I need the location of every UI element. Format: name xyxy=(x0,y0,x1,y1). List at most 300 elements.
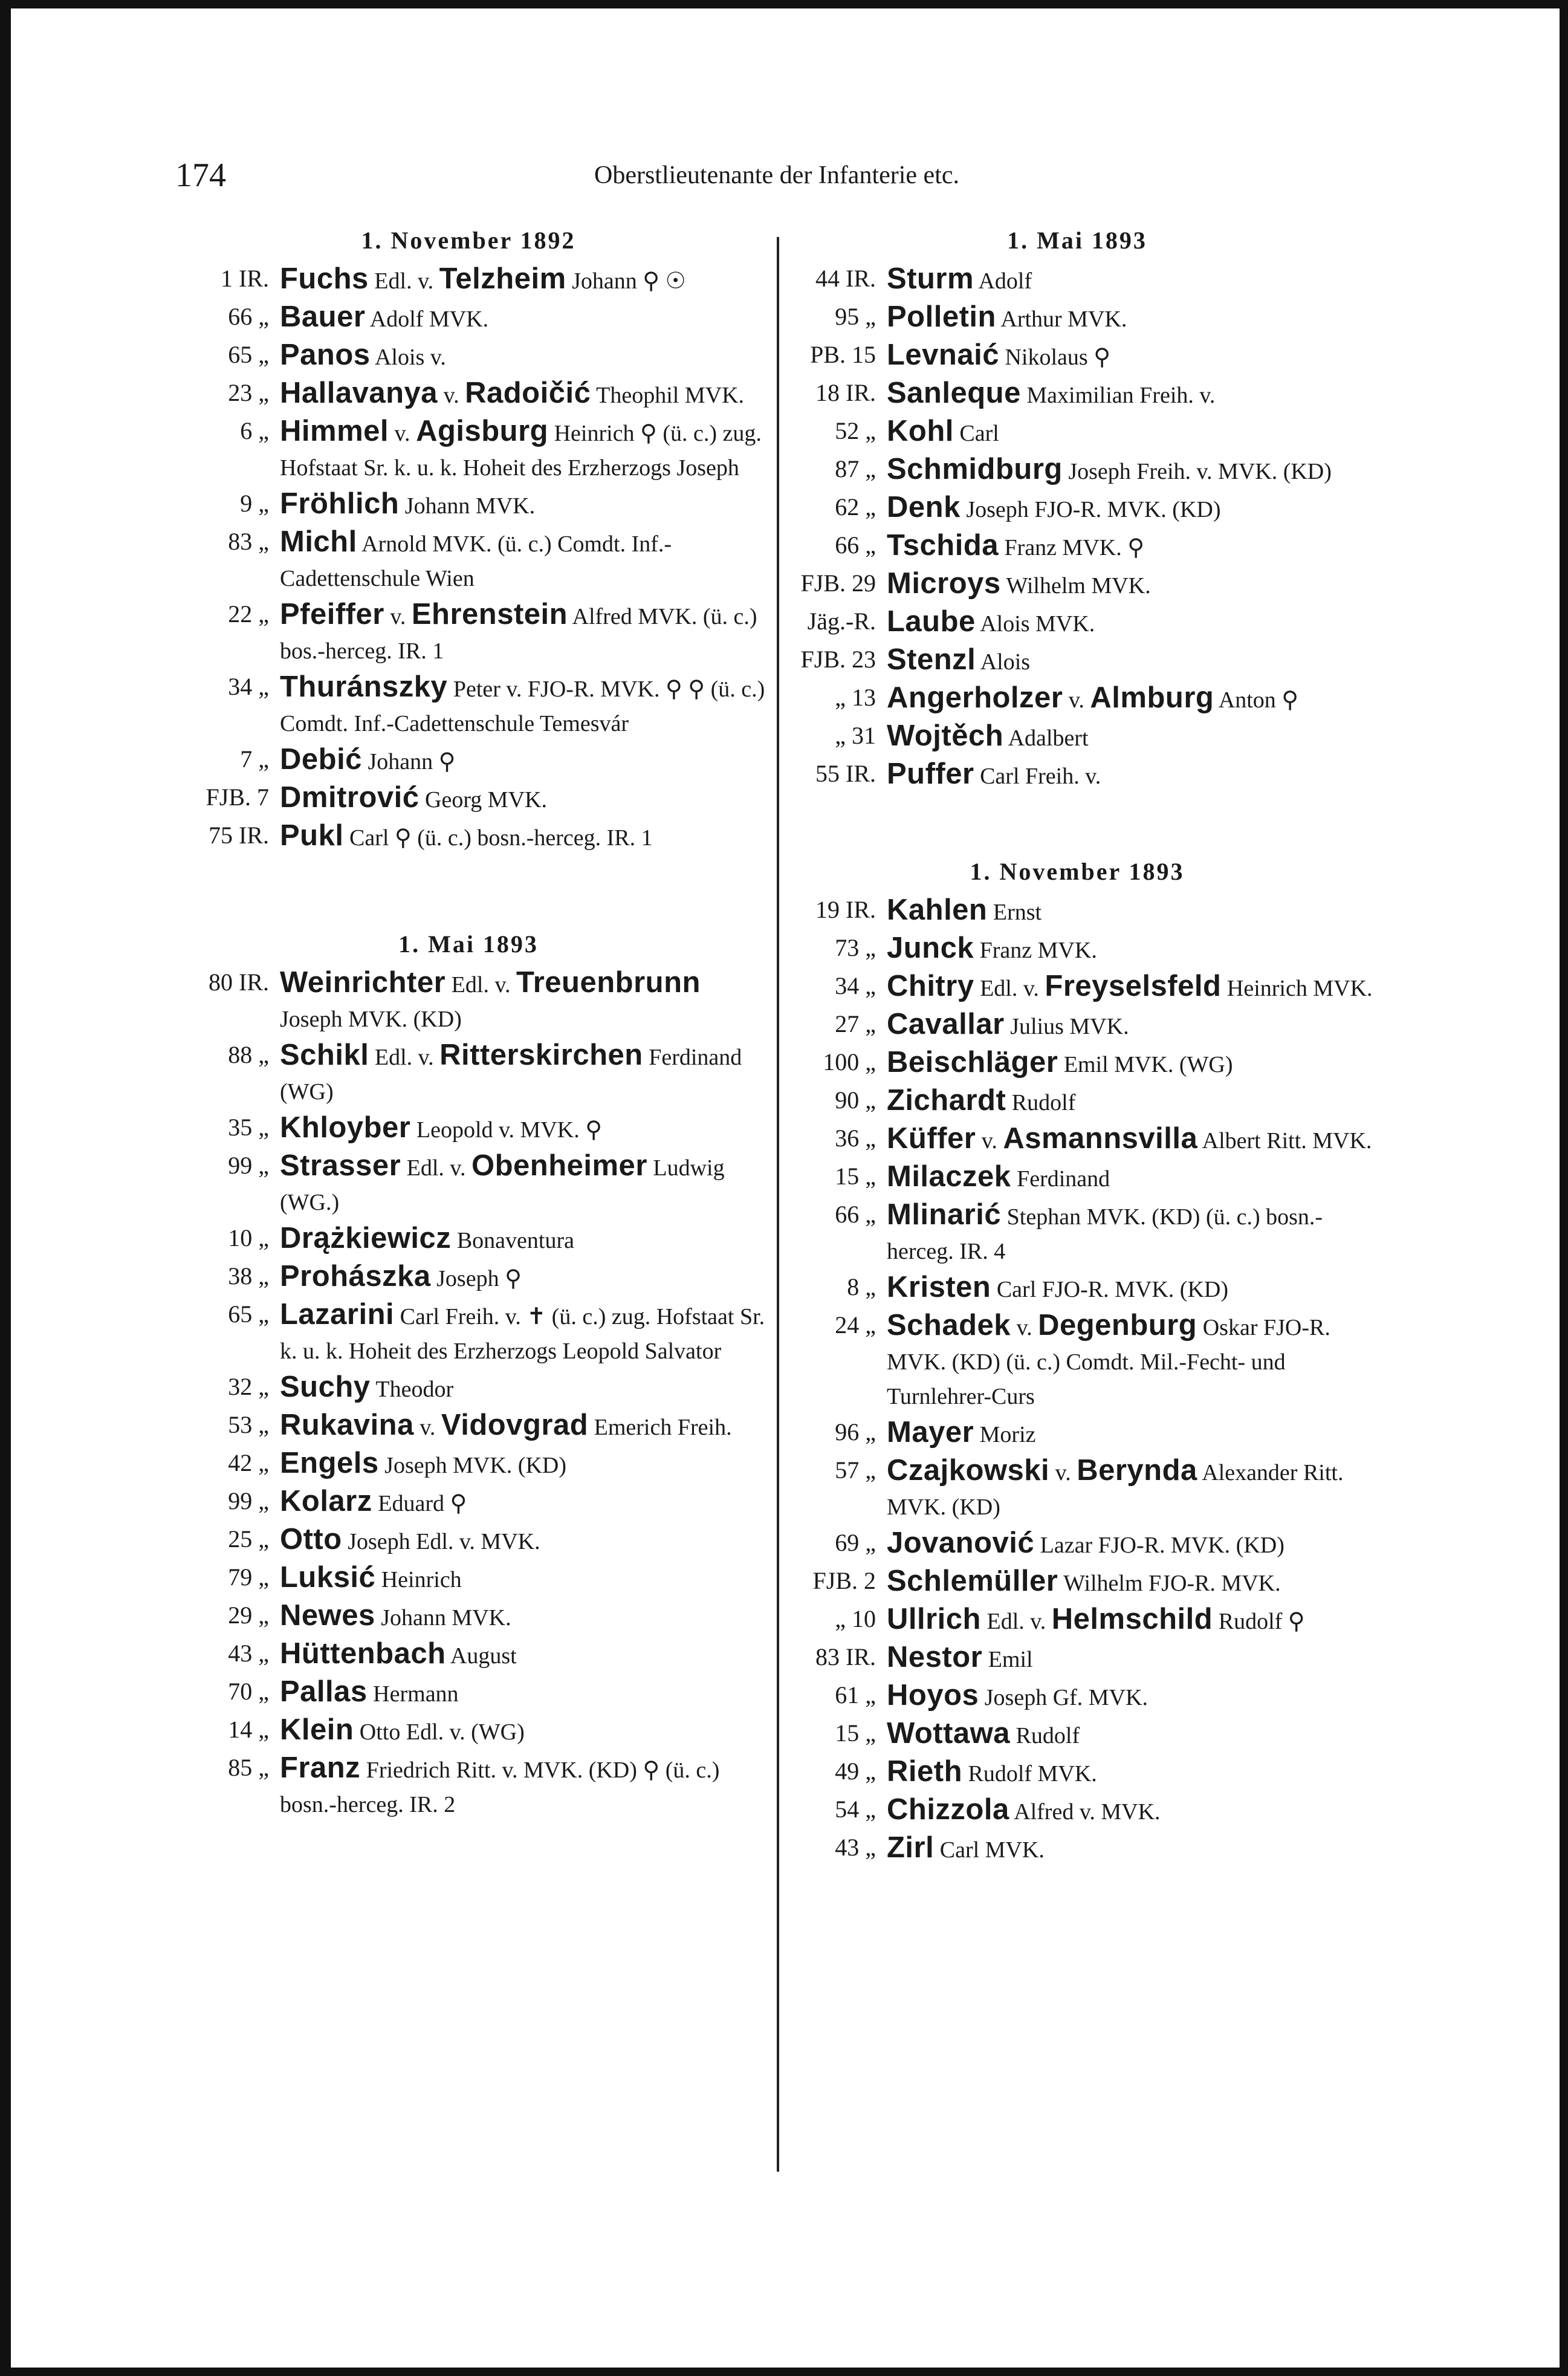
roster-entry xyxy=(775,298,1379,336)
entry-details: Franz MVK. ⚲ xyxy=(999,535,1145,560)
roster-entry xyxy=(169,485,768,523)
unit-rank-number: 61 „ xyxy=(835,1681,876,1709)
surname: Denk xyxy=(887,491,961,524)
entry-text xyxy=(280,1406,768,1444)
entry-text xyxy=(280,298,768,336)
surname: Schmidburg xyxy=(887,453,1063,485)
entry-text xyxy=(887,298,1379,336)
surname: Czajkowski xyxy=(887,1454,1050,1487)
entry-text xyxy=(887,717,1379,755)
roster-entry xyxy=(169,1368,768,1406)
unit-rank-number: 10 „ xyxy=(228,1224,269,1251)
entry-details: Johann ⚲ xyxy=(361,749,456,774)
surname: Küffer xyxy=(887,1122,976,1155)
entry-text xyxy=(887,755,1379,793)
roster-entry xyxy=(775,1452,1379,1524)
predicate-name: Ehrenstein xyxy=(411,598,568,631)
entry-text xyxy=(280,1597,768,1635)
roster-entry xyxy=(169,1482,768,1521)
entry-details-2: Ferdinand (WG) xyxy=(280,1045,742,1105)
roster-entry xyxy=(775,1638,1379,1677)
left-column xyxy=(169,225,768,1822)
running-title: Oberstlieutenante der Infanterie etc. xyxy=(594,161,960,189)
entry-details: Adalbert xyxy=(1003,725,1089,751)
surname: Angerholzer xyxy=(887,681,1063,714)
surname: Klein xyxy=(280,1713,354,1746)
entry-text xyxy=(280,1482,768,1521)
unit-rank-number: 15 „ xyxy=(835,1163,876,1190)
surname: Puffer xyxy=(887,758,974,790)
entry-details: Adolf xyxy=(974,268,1032,294)
roster-entry xyxy=(775,1524,1379,1562)
entry-text xyxy=(887,450,1379,489)
entry-details: Arthur MVK. xyxy=(996,307,1127,332)
unit-rank-number: 80 IR. xyxy=(209,969,269,996)
surname: Hüttenbach xyxy=(280,1637,446,1670)
unit-rank-number: 90 „ xyxy=(835,1086,876,1114)
entry-details: Carl FJO-R. MVK. (KD) xyxy=(991,1277,1228,1302)
entry-text xyxy=(887,565,1379,603)
unit-rank-number: 100 „ xyxy=(823,1048,876,1076)
page-number: 174 xyxy=(175,157,226,194)
unit-rank-number: 8 „ xyxy=(847,1273,876,1300)
predicate-name: Telzheim xyxy=(439,262,566,295)
surname: Pfeiffer xyxy=(280,598,384,631)
entry-text xyxy=(887,527,1379,565)
unit-rank-number: 88 „ xyxy=(228,1041,269,1068)
entry-details: Ferdinand xyxy=(1011,1166,1110,1192)
predicate-name: Treuenbrunn xyxy=(516,966,701,999)
entry-text xyxy=(280,1296,768,1368)
unit-rank-number: FJB. 2 xyxy=(812,1567,876,1594)
unit-rank-number: „ 31 xyxy=(835,722,876,749)
entry-details: Leopold v. MVK. ⚲ xyxy=(410,1117,603,1143)
surname: Panos xyxy=(280,339,371,371)
entry-details: Stephan MVK. (KD) (ü. c.) bosn.-herceg. IR. 4 xyxy=(887,1204,1323,1264)
roster-entry xyxy=(775,336,1379,374)
unit-rank-number: PB. 15 xyxy=(810,341,876,368)
entry-text xyxy=(280,1521,768,1559)
roster-entry xyxy=(169,1749,768,1822)
roster-entry xyxy=(169,596,768,668)
entry-details: Adolf MVK. xyxy=(365,307,489,332)
roster-entry xyxy=(775,1196,1379,1268)
unit-rank-number: 99 „ xyxy=(228,1152,269,1179)
roster-entry xyxy=(775,1829,1379,1867)
entry-text xyxy=(887,1829,1379,1867)
predicate-name: Helmschild xyxy=(1051,1603,1213,1635)
entry-details: Bonaventura xyxy=(451,1228,574,1253)
entry-details: Edl. v. xyxy=(974,976,1045,1001)
surname: Otto xyxy=(280,1523,342,1556)
roster-entry xyxy=(775,1753,1379,1791)
unit-rank-number: FJB. 23 xyxy=(800,646,876,673)
entry-text xyxy=(280,964,768,1036)
roster-entry xyxy=(169,1521,768,1559)
entry-details: Joseph MVK. (KD) xyxy=(378,1453,566,1478)
entry-details: Carl Freih. v. ✝ (ü. c.) zug. Hofstaat Sr. k. u. k. Hoheit des Erzherzogs Leopold Salvator xyxy=(280,1304,765,1364)
entry-details: Otto Edl. v. (WG) xyxy=(354,1719,525,1745)
predicate-name: Ritterskirchen xyxy=(439,1039,643,1071)
entry-details-2: Theophil MVK. xyxy=(591,383,745,408)
surname: Engels xyxy=(280,1447,379,1479)
entry-details: Joseph ⚲ xyxy=(430,1266,522,1291)
entry-details: Joseph Edl. v. MVK. xyxy=(342,1529,540,1554)
entry-details-2: Johann ⚲ ☉ xyxy=(566,268,686,294)
roster-entry xyxy=(775,1562,1379,1600)
entry-text xyxy=(887,1638,1379,1677)
entry-text xyxy=(887,1452,1379,1524)
surname: Weinrichter xyxy=(280,966,446,999)
roster-entry xyxy=(169,1258,768,1296)
surname: Nestor xyxy=(887,1641,983,1673)
entry-details: Franz MVK. xyxy=(974,938,1097,963)
roster-entry xyxy=(775,1791,1379,1829)
surname: Debić xyxy=(280,743,362,776)
entry-details: Friedrich Ritt. v. MVK. (KD) ⚲ (ü. c.) bosn.-herceg. IR. 2 xyxy=(280,1758,720,1817)
entry-text xyxy=(887,1005,1379,1044)
unit-rank-number: 44 IR. xyxy=(815,265,876,292)
roster-entry xyxy=(775,1268,1379,1306)
entry-text xyxy=(887,412,1379,450)
roster-entry xyxy=(775,1120,1379,1158)
predicate-name: Vidovgrad xyxy=(441,1409,589,1441)
roster-entry xyxy=(775,527,1379,565)
entry-text xyxy=(887,967,1379,1005)
roster-entry xyxy=(775,1715,1379,1753)
entry-details: Carl ⚲ (ü. c.) bosn.-herceg. IR. 1 xyxy=(343,825,653,851)
entry-text xyxy=(887,679,1379,717)
unit-rank-number: 83 IR. xyxy=(815,1643,876,1670)
roster-entry xyxy=(169,1444,768,1482)
entry-text xyxy=(887,1306,1379,1414)
surname: Franz xyxy=(280,1751,361,1784)
roster-entry xyxy=(775,1005,1379,1044)
unit-rank-number: 6 „ xyxy=(240,417,269,444)
entry-details: Ernst xyxy=(987,900,1042,925)
unit-rank-number: 85 „ xyxy=(228,1754,269,1781)
entry-text xyxy=(887,1414,1379,1452)
entry-text xyxy=(280,1219,768,1258)
roster-entry xyxy=(775,374,1379,412)
surname: Chitry xyxy=(887,970,974,1002)
section-title: 1. November 1892 xyxy=(361,227,576,254)
surname: Stenzl xyxy=(887,643,976,676)
unit-rank-number: 66 „ xyxy=(835,1201,876,1228)
entry-details: v. xyxy=(1049,1460,1077,1485)
unit-rank-number: „ 10 xyxy=(835,1605,876,1632)
predicate-name: Agisburg xyxy=(416,415,549,447)
unit-rank-number: „ 13 xyxy=(835,684,876,711)
unit-rank-number: 27 „ xyxy=(835,1010,876,1037)
surname: Levnaić xyxy=(887,339,999,371)
surname: Schlemüller xyxy=(887,1565,1058,1597)
roster-entry xyxy=(775,1082,1379,1120)
surname: Pukl xyxy=(280,819,344,852)
entry-text xyxy=(887,1600,1379,1638)
unit-rank-number: 87 „ xyxy=(835,455,876,482)
surname: Sanleque xyxy=(887,377,1021,409)
entry-details: Georg MVK. xyxy=(419,787,547,813)
entry-details: v. xyxy=(976,1128,1003,1154)
entry-details-2: Heinrich MVK. xyxy=(1221,976,1373,1001)
entry-details: Rudolf MVK. xyxy=(962,1761,1097,1787)
roster-entry xyxy=(169,1036,768,1109)
predicate-name: Freyselsfeld xyxy=(1045,970,1222,1002)
entry-text xyxy=(887,891,1379,929)
entry-text xyxy=(280,1635,768,1673)
unit-rank-number: 75 IR. xyxy=(209,822,269,849)
entry-details: Rudolf xyxy=(1010,1723,1080,1748)
roster-entry xyxy=(775,1306,1379,1414)
entry-details: Joseph Freih. v. MVK. (KD) xyxy=(1062,459,1332,484)
roster-entry xyxy=(169,1406,768,1444)
roster-entry xyxy=(169,817,768,855)
roster-entry xyxy=(775,450,1379,489)
entry-details: Maximilian Freih. v. xyxy=(1020,383,1216,408)
unit-rank-number: 99 „ xyxy=(228,1487,269,1514)
unit-rank-number: 7 „ xyxy=(240,745,269,773)
entry-text xyxy=(280,485,768,523)
unit-rank-number: 52 „ xyxy=(835,417,876,444)
entry-text xyxy=(280,1673,768,1711)
entry-details: v. xyxy=(384,604,412,629)
surname: Schadek xyxy=(887,1309,1011,1342)
unit-rank-number: 35 „ xyxy=(228,1114,269,1141)
surname: Zirl xyxy=(887,1831,935,1864)
surname: Wojtěch xyxy=(887,719,1004,752)
entry-details: Joseph FJO-R. MVK. (KD) xyxy=(960,497,1221,522)
surname: Jovanović xyxy=(887,1527,1035,1559)
surname: Rieth xyxy=(887,1755,962,1788)
surname: Hallavanya xyxy=(280,377,438,409)
entry-text xyxy=(280,412,768,485)
surname: Rukavina xyxy=(280,1409,414,1441)
surname: Mayer xyxy=(887,1416,974,1449)
entry-text xyxy=(280,1147,768,1219)
roster-entry xyxy=(169,964,768,1036)
unit-rank-number: 49 „ xyxy=(835,1758,876,1785)
entry-details: Arnold MVK. (ü. c.) Comdt. Inf.-Cadettenschule Wien xyxy=(280,531,672,591)
entry-text xyxy=(280,1559,768,1597)
unit-rank-number: 54 „ xyxy=(835,1796,876,1823)
roster-entry xyxy=(775,679,1379,717)
surname: Fröhlich xyxy=(280,487,400,520)
roster-entry xyxy=(169,298,768,336)
surname: Kahlen xyxy=(887,894,988,926)
entry-text xyxy=(887,1158,1379,1196)
entry-details: v. xyxy=(1011,1315,1038,1340)
entry-details-2: Joseph MVK. (KD) xyxy=(280,1007,462,1032)
unit-rank-number: 36 „ xyxy=(835,1125,876,1152)
entry-text xyxy=(887,1753,1379,1791)
roster-entry xyxy=(169,1597,768,1635)
entry-details-2: Oskar FJO-R. MVK. (KD) (ü. c.) Comdt. Mil.-Fecht- und Turnlehrer-Curs xyxy=(887,1315,1330,1409)
entry-details: Eduard ⚲ xyxy=(372,1491,467,1516)
entry-text xyxy=(280,817,768,855)
surname: Cavallar xyxy=(887,1008,1005,1040)
unit-rank-number: 55 IR. xyxy=(815,760,876,787)
entry-text xyxy=(887,1120,1379,1158)
unit-rank-number: 32 „ xyxy=(228,1373,269,1400)
section-title: 1. Mai 1893 xyxy=(398,930,539,958)
roster-entry xyxy=(775,1677,1379,1715)
surname: Beischläger xyxy=(887,1046,1058,1079)
unit-rank-number: 66 „ xyxy=(228,303,269,330)
entry-details: Edl. v. xyxy=(401,1155,471,1181)
unit-rank-number: 95 „ xyxy=(835,303,876,330)
surname: Microys xyxy=(887,567,1001,600)
roster-entry xyxy=(169,1673,768,1711)
surname: Michl xyxy=(280,525,357,558)
unit-rank-number: 38 „ xyxy=(228,1262,269,1290)
roster-entry xyxy=(169,668,768,741)
entry-text xyxy=(280,1036,768,1109)
unit-rank-number: 53 „ xyxy=(228,1411,269,1438)
unit-rank-number: 70 „ xyxy=(228,1678,269,1705)
unit-rank-number: 1 IR. xyxy=(221,265,269,292)
entry-details: Theodor xyxy=(370,1377,454,1402)
entry-details: Joseph Gf. MVK. xyxy=(979,1685,1148,1710)
roster-entry xyxy=(775,603,1379,641)
entry-text xyxy=(280,779,768,817)
entry-details: Johann MVK. xyxy=(399,493,536,519)
entry-text xyxy=(280,1711,768,1749)
entry-text xyxy=(280,1444,768,1482)
roster-entry xyxy=(775,929,1379,967)
entry-details: Carl xyxy=(953,421,999,446)
unit-rank-number: 79 „ xyxy=(228,1563,269,1591)
entry-details: Edl. v. xyxy=(980,1609,1052,1634)
roster-entry xyxy=(775,1414,1379,1452)
surname: Polletin xyxy=(887,300,996,333)
entry-details-2: Anton ⚲ xyxy=(1214,687,1299,713)
predicate-name: Degenburg xyxy=(1038,1309,1197,1342)
roster-entry xyxy=(169,741,768,779)
page-header xyxy=(175,156,1378,198)
surname: Zichardt xyxy=(887,1084,1006,1117)
entry-details: Alois v. xyxy=(370,345,446,370)
predicate-name: Radoičić xyxy=(465,377,591,409)
roster-entry xyxy=(775,755,1379,793)
roster-entry xyxy=(775,565,1379,603)
roster-entry xyxy=(169,412,768,485)
entry-text xyxy=(280,1258,768,1296)
entry-text xyxy=(887,1268,1379,1306)
surname: Ullrich xyxy=(887,1603,981,1635)
unit-rank-number: 23 „ xyxy=(228,379,269,406)
entry-text xyxy=(280,260,768,298)
entry-text xyxy=(887,489,1379,527)
unit-rank-number: 18 IR. xyxy=(815,379,876,406)
predicate-name: Obenheimer xyxy=(471,1149,647,1182)
entry-details: Alois MVK. xyxy=(975,611,1095,637)
entry-details: Emil xyxy=(982,1647,1033,1672)
entry-details: Alois xyxy=(976,649,1031,675)
entry-details: Rudolf xyxy=(1006,1090,1076,1115)
entry-text xyxy=(887,641,1379,679)
surname: Pallas xyxy=(280,1675,368,1708)
surname: Kohl xyxy=(887,415,954,447)
surname: Kolarz xyxy=(280,1485,372,1517)
roster-entry xyxy=(169,1147,768,1219)
section-gap xyxy=(775,793,1379,856)
unit-rank-number: 73 „ xyxy=(835,934,876,961)
entry-text xyxy=(280,374,768,412)
roster-entry xyxy=(169,1219,768,1258)
unit-rank-number: 65 „ xyxy=(228,341,269,368)
surname: Lazarini xyxy=(280,1298,395,1331)
unit-rank-number: 96 „ xyxy=(835,1418,876,1446)
entry-text xyxy=(887,336,1379,374)
entry-text xyxy=(887,1715,1379,1753)
roster-entry xyxy=(775,489,1379,527)
roster-entry xyxy=(169,779,768,817)
unit-rank-number: FJB. 7 xyxy=(206,784,269,811)
roster-entry xyxy=(775,1158,1379,1196)
section-gap xyxy=(169,855,768,929)
entry-text xyxy=(887,1196,1379,1268)
entry-details: Heinrich xyxy=(375,1567,462,1592)
entry-details: Carl Freih. v. xyxy=(974,764,1101,789)
entry-text xyxy=(280,1109,768,1147)
entry-details: Wilhelm MVK. xyxy=(1000,573,1151,599)
unit-rank-number: 69 „ xyxy=(835,1529,876,1556)
entry-text xyxy=(280,596,768,668)
entry-text xyxy=(887,1524,1379,1562)
unit-rank-number: 34 „ xyxy=(835,972,876,999)
surname: Suchy xyxy=(280,1371,371,1403)
surname: Chizzola xyxy=(887,1793,1009,1826)
surname: Wottawa xyxy=(887,1717,1011,1750)
section-title: 1. Mai 1893 xyxy=(1007,227,1147,254)
entry-details-2: Emerich Freih. xyxy=(588,1415,732,1440)
entry-details: Edl. v. xyxy=(368,268,439,294)
unit-rank-number: 65 „ xyxy=(228,1300,269,1328)
predicate-name: Almburg xyxy=(1090,681,1214,714)
unit-rank-number: 66 „ xyxy=(835,531,876,559)
unit-rank-number: 83 „ xyxy=(228,528,269,555)
entry-text xyxy=(280,741,768,779)
surname: Schikl xyxy=(280,1039,369,1071)
unit-rank-number: 25 „ xyxy=(228,1525,269,1553)
entry-text xyxy=(887,1677,1379,1715)
entry-details: Nikolaus ⚲ xyxy=(999,345,1111,370)
surname: Kristen xyxy=(887,1271,991,1303)
surname: Thuránszky xyxy=(280,670,448,703)
predicate-name: Asmannsvilla xyxy=(1003,1122,1198,1155)
unit-rank-number: 24 „ xyxy=(835,1311,876,1339)
surname: Fuchs xyxy=(280,262,369,295)
entry-details: Emil MVK. (WG) xyxy=(1058,1052,1233,1077)
section-title: 1. November 1893 xyxy=(970,858,1185,885)
entry-details-2: Rudolf ⚲ xyxy=(1213,1609,1305,1634)
surname: Milaczek xyxy=(887,1160,1011,1193)
roster-entry xyxy=(775,641,1379,679)
unit-rank-number: 29 „ xyxy=(228,1602,269,1629)
roster-entry xyxy=(169,1109,768,1147)
unit-rank-number: 15 „ xyxy=(835,1719,876,1747)
entry-details: Johann MVK. xyxy=(375,1605,511,1631)
surname: Strasser xyxy=(280,1149,401,1182)
unit-rank-number: 14 „ xyxy=(228,1716,269,1743)
entry-details: Edl. v. xyxy=(369,1045,440,1070)
entry-text xyxy=(887,1044,1379,1082)
entry-text xyxy=(887,260,1379,298)
predicate-name: Berynda xyxy=(1077,1454,1197,1487)
roster-entry xyxy=(775,967,1379,1005)
roster-entry xyxy=(775,1600,1379,1638)
